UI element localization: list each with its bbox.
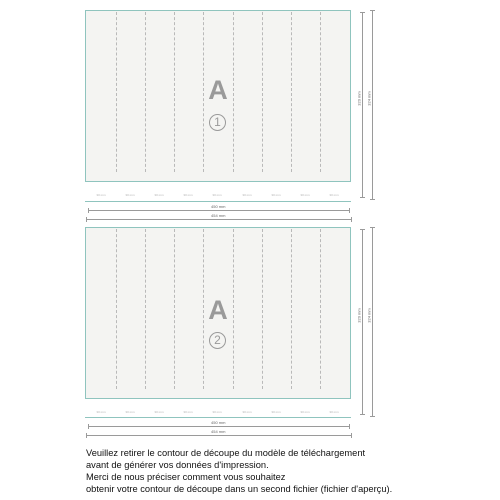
strip-label: 30 mm: [96, 410, 106, 414]
height-dimension-outer: [372, 227, 373, 417]
strip-label: 30 mm: [154, 193, 164, 197]
cut-line: [291, 229, 292, 389]
cut-line: [233, 12, 234, 172]
cut-line: [320, 12, 321, 172]
width-outer-label: 454 mm: [211, 213, 226, 218]
instructions-note: [86, 447, 496, 495]
cut-line: [145, 229, 146, 389]
strip-label: 30 mm: [300, 193, 310, 197]
cut-line: [262, 229, 263, 389]
template-number-badge: 2: [209, 332, 226, 349]
note-line: Merci de nous préciser comment vous souhaitez: [86, 472, 286, 482]
template-letter: A: [208, 295, 228, 325]
template-number-badge: 1: [209, 114, 226, 131]
strip-label: 30 mm: [242, 193, 252, 197]
height-outer-label: 324 mm: [366, 308, 372, 323]
strip-label: 30 mm: [300, 410, 310, 414]
note-line: avant de générer vos données d'impression.: [86, 460, 269, 470]
strip-label: 30 mm: [271, 193, 281, 197]
cut-line: [233, 229, 234, 389]
cut-line: [291, 12, 292, 172]
template-panel-2: [85, 227, 351, 414]
cut-line: [145, 12, 146, 172]
height-outer-label: 324 mm: [366, 91, 372, 106]
strip-label: 30 mm: [242, 410, 252, 414]
sheet-bottom-edge: [85, 201, 351, 202]
width-dimension-outer: [86, 219, 352, 220]
height-inner-label: 320 mm: [356, 308, 362, 323]
strip-label: 30 mm: [125, 193, 135, 197]
cut-line: [320, 229, 321, 389]
strip-label: 30 mm: [212, 193, 222, 197]
strip-label: 30 mm: [329, 193, 339, 197]
height-dimension-outer: [372, 10, 373, 200]
cut-line: [116, 229, 117, 389]
strip-label: 30 mm: [183, 193, 193, 197]
height-dimension-inner: [362, 12, 363, 198]
height-inner-label: 320 mm: [356, 91, 362, 106]
strip-label: 30 mm: [329, 410, 339, 414]
cut-line: [174, 12, 175, 172]
strip-label: 30 mm: [96, 193, 106, 197]
note-line: Veuillez retirer le contour de découpe du modèle de téléchargement: [86, 448, 366, 458]
height-dimension-inner: [362, 229, 363, 415]
width-inner-label: 450 mm: [211, 204, 226, 209]
cut-line: [174, 229, 175, 389]
cut-line: [116, 12, 117, 172]
template-panel-1: [85, 10, 351, 197]
note-line: obtenir votre contour de découpe dans un second fichier (fichier d'aperçu).: [86, 484, 393, 494]
strip-label: 30 mm: [183, 410, 193, 414]
sheet-bottom-edge: [85, 417, 351, 418]
strip-label: 30 mm: [271, 410, 281, 414]
strip-label: 30 mm: [125, 410, 135, 414]
template-letter: A: [208, 75, 228, 105]
width-dimension-inner: [88, 426, 350, 427]
strip-label: 30 mm: [212, 410, 222, 414]
width-dimension-outer: [86, 435, 352, 436]
width-inner-label: 450 mm: [211, 420, 226, 425]
width-dimension-inner: [88, 210, 350, 211]
width-outer-label: 454 mm: [211, 429, 226, 434]
strip-grid: [87, 12, 349, 198]
strip-label: 30 mm: [154, 410, 164, 414]
cut-line: [262, 12, 263, 172]
